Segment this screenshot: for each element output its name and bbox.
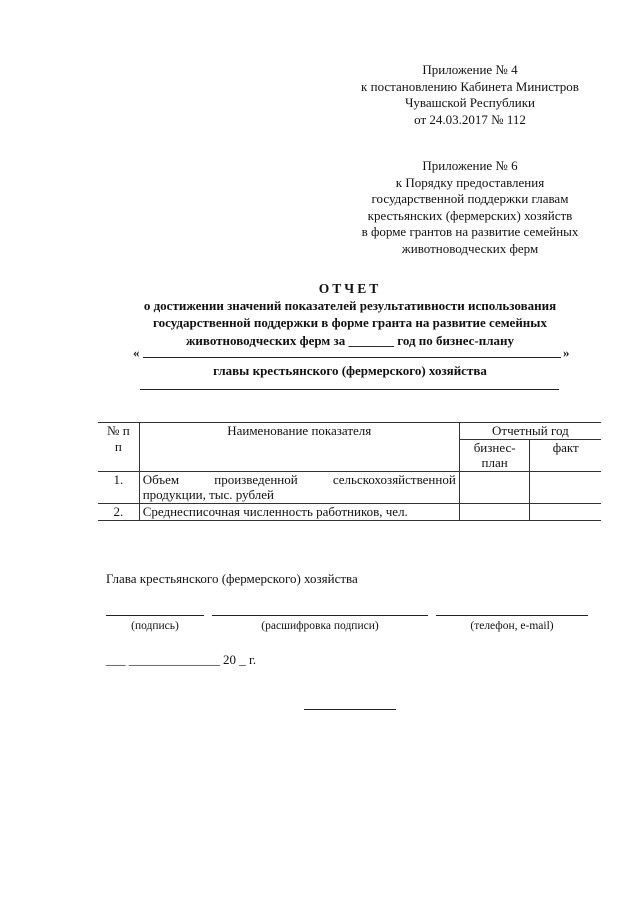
separator-line bbox=[304, 709, 396, 710]
head-label: Глава крестьянского (фермерского) хозяйства bbox=[106, 571, 358, 586]
signature-caption: (подпись) bbox=[131, 620, 179, 632]
phone-line bbox=[436, 615, 588, 616]
appendix-4-header bbox=[340, 62, 600, 128]
appendix-6-ref: крестьянских (фермерских) хозяйств bbox=[367, 207, 573, 223]
appendix-4-ref: к постановлению Кабинета Министров bbox=[361, 78, 579, 94]
row-plan[interactable] bbox=[459, 471, 530, 503]
row-plan[interactable] bbox=[459, 503, 530, 520]
appendix-6-ref: государственной поддержки главам bbox=[371, 191, 569, 207]
report-subtitle bbox=[80, 297, 620, 349]
farm-name-line bbox=[143, 357, 561, 358]
col-header-no-text: № пп bbox=[107, 423, 130, 454]
row-no: 1. bbox=[98, 471, 139, 503]
head-name-line bbox=[140, 389, 559, 390]
table-header-row bbox=[98, 423, 601, 440]
col-header-name: Наименование показателя bbox=[139, 423, 459, 472]
appendix-4-date: от 24.03.2017 № 112 bbox=[414, 111, 526, 127]
report-subtitle-line: о достижении значений показателей результативности использования bbox=[143, 298, 557, 313]
decode-line bbox=[212, 615, 428, 616]
appendix-6-header bbox=[340, 158, 600, 258]
appendix-4-title: Приложение № 4 bbox=[422, 62, 518, 77]
table-row bbox=[98, 503, 601, 520]
row-name: Среднесписочная численность работников, чел. bbox=[139, 503, 459, 520]
signature-line bbox=[106, 615, 204, 616]
quote-open: « bbox=[133, 345, 140, 360]
quote-close: » bbox=[563, 345, 570, 360]
col-header-plan-text: бизнес-план bbox=[473, 439, 516, 471]
phone-caption: (телефон, e-mail) bbox=[470, 620, 554, 632]
col-header-year: Отчетный год bbox=[459, 423, 601, 440]
row-fact[interactable] bbox=[530, 471, 601, 503]
appendix-6-ref: в форме грантов на развитие семейных bbox=[361, 224, 579, 240]
appendix-6-ref: животноводческих ферм bbox=[401, 240, 539, 256]
col-header-no bbox=[98, 423, 139, 472]
col-header-fact: факт bbox=[530, 439, 601, 471]
farm-name-field bbox=[133, 345, 573, 363]
table-row bbox=[98, 471, 601, 503]
report-title: ОТЧЕТ bbox=[318, 281, 382, 296]
date-line: ___ ______________ 20 _ г. bbox=[106, 652, 257, 667]
row-name: Объем произведенной сельскохозяйственной продукции, тыс. рублей bbox=[139, 471, 459, 503]
report-subtitle-line: животноводческих ферм за _______ год по бизнес-плану bbox=[185, 332, 515, 348]
report-subtitle-head: главы крестьянского (фермерского) хозяйства bbox=[213, 363, 487, 378]
report-subtitle-line: государственной поддержки в форме гранта на развитие семейных bbox=[153, 315, 547, 331]
indicators-table bbox=[98, 422, 601, 521]
col-header-plan bbox=[459, 439, 530, 471]
row-fact[interactable] bbox=[530, 503, 601, 520]
row-no: 2. bbox=[98, 503, 139, 520]
appendix-4-ref: Чувашской Республики bbox=[404, 95, 536, 111]
decode-caption: (расшифровка подписи) bbox=[261, 620, 379, 632]
appendix-6-title: Приложение № 6 bbox=[422, 158, 518, 173]
appendix-6-ref: к Порядку предоставления bbox=[395, 174, 545, 190]
